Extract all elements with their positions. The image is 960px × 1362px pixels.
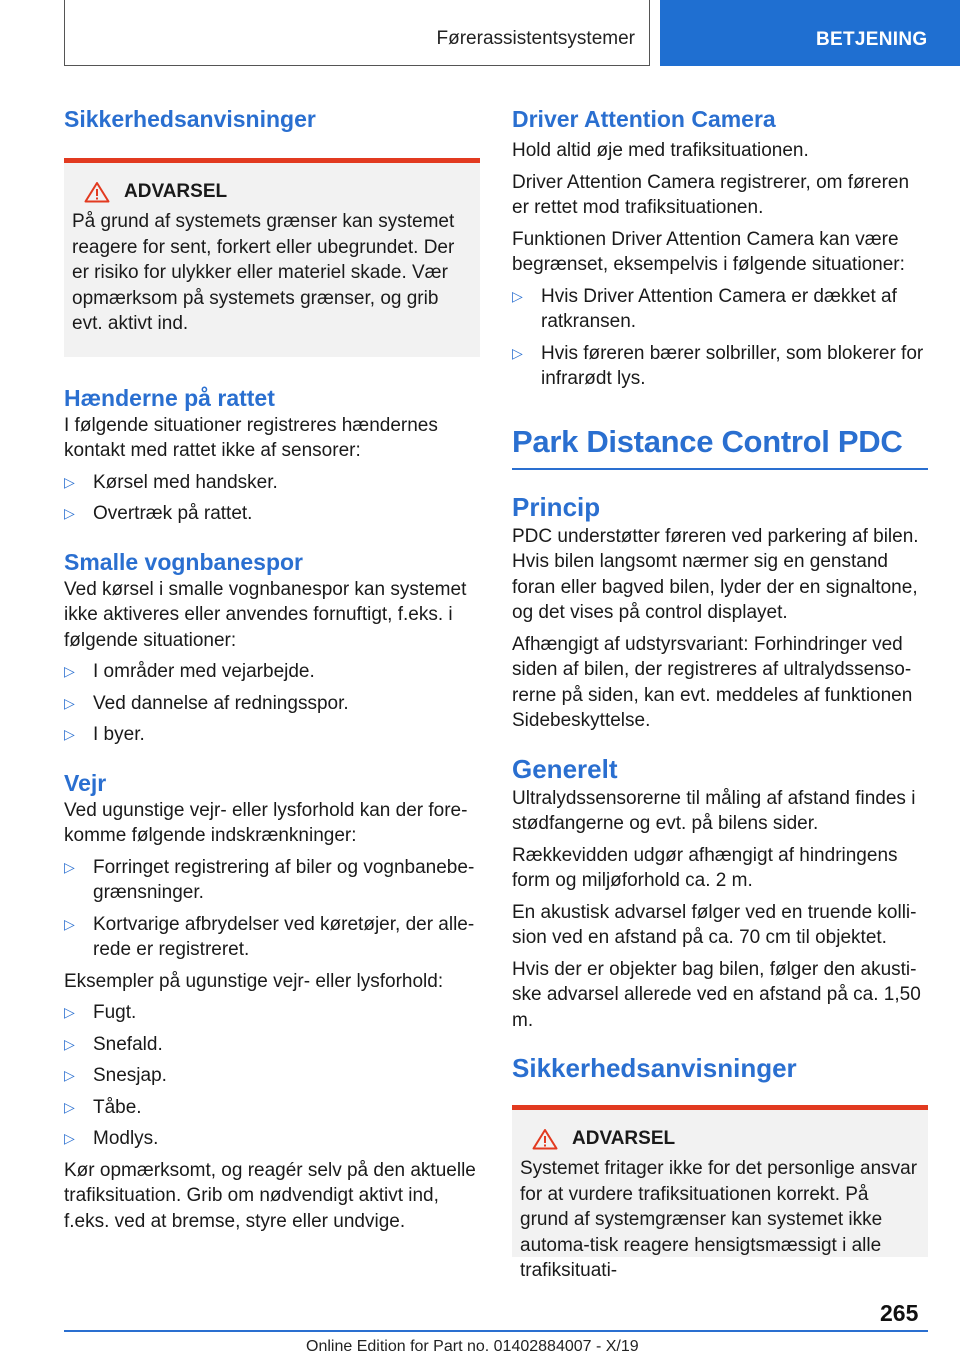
edition-text: Online Edition for Part no. 01402884007 - X/19 (306, 1338, 639, 1355)
triangle-bullet-icon: ▷ (64, 726, 75, 742)
lanes-text: Ved kørsel i smalle vognbanespor kan systemet ikke aktiveres eller anvendes fornuftigt, f.eks. i følgende situationer: (64, 578, 467, 651)
warning-box (64, 158, 480, 357)
pdc-heading: Park Distance Control PDC (512, 422, 928, 470)
hands-list (64, 470, 480, 527)
chapter-title: BETJENING (816, 29, 928, 50)
section-title: Førerassistentsystemer (436, 28, 635, 49)
triangle-bullet-icon: ▷ (64, 1067, 75, 1083)
right-column (512, 100, 928, 1281)
hands-heading: Hænderne på rattet (64, 384, 275, 411)
warning-triangle-icon (84, 181, 110, 203)
list-item: ▷ Hvis Driver Attention Camera er dækket af ratkransen. (512, 285, 897, 332)
list-item: ▷ Snesjap. (64, 1063, 480, 1089)
weather-text: Ved ugunstige vejr- eller lysforhold kan der fore-komme følgende indskrænkninger: (64, 799, 468, 846)
camera-heading: Driver Attention Camera (512, 106, 776, 132)
safety-heading: Sikkerhedsanvisninger (64, 106, 316, 132)
warning-label: ADVARSEL (124, 181, 228, 202)
weather-list (64, 855, 480, 963)
page-number: 265 (880, 1300, 919, 1326)
weather-heading: Vejr (64, 769, 107, 796)
camera-paragraph: Funktionen Driver Attention Camera kan være begrænset, eksempelvis i følgende situationer: (512, 228, 905, 275)
general-heading: Generelt (512, 753, 618, 784)
camera-list (512, 284, 928, 392)
principle-paragraph: Afhængigt af udstyrsvariant: Forhindringer ved siden af bilen, der registreres af ultralydssenso-rerne på siden, kan evt. meddeles af funktionen Sidebeskyttelse. (512, 633, 913, 731)
list-item: ▷ Tåbe. (64, 1095, 480, 1121)
list-item: ▷ Ved dannelse af redningsspor. (64, 691, 480, 717)
chapter-tab (660, 0, 960, 66)
list-item: ▷ Forringet registrering af biler og vognbanebe-grænsninger. (64, 856, 475, 903)
left-column (64, 100, 480, 1234)
list-item: ▷ I byer. (64, 722, 480, 748)
general-paragraph: Ultralydssensorerne til måling af afstand findes i stødfangerne og evt. på bilens sider. (512, 787, 916, 834)
lanes-heading: Smalle vognbanespor (64, 548, 304, 575)
triangle-bullet-icon: ▷ (64, 505, 75, 521)
list-item: ▷ Fugt. (64, 1000, 480, 1026)
camera-paragraph: Hold altid øje med trafiksituationen. (512, 140, 809, 161)
list-item: ▷ Modlys. (64, 1126, 480, 1152)
lanes-list (64, 659, 480, 748)
hands-text: I følgende situationer registreres hændernes kontakt med rattet ikke af sensorer: (64, 414, 438, 461)
warning-label: ADVARSEL (572, 1128, 676, 1149)
list-item: ▷ Overtræk på rattet. (64, 501, 480, 527)
page-header (0, 0, 960, 66)
triangle-bullet-icon: ▷ (64, 915, 75, 932)
triangle-bullet-icon: ▷ (64, 1004, 75, 1020)
list-item: ▷ Snefald. (64, 1032, 480, 1058)
safety-heading-2: Sikkerhedsanvisninger (512, 1053, 797, 1083)
list-item: ▷ Kortvarige afbrydelser ved køretøjer, der alle-rede er registreret. (64, 913, 475, 960)
triangle-bullet-icon: ▷ (64, 1098, 75, 1115)
warning-box-2 (512, 1105, 928, 1281)
triangle-bullet-icon: ▷ (64, 663, 75, 679)
footer-divider (64, 1330, 928, 1332)
general-paragraph: En akustisk advarsel følger ved en truende kolli-sion ved en afstand på ca. 70 cm til objektet. (512, 901, 917, 948)
principle-paragraph: PDC understøtter føreren ved parkering af bilen. Hvis bilen langsomt nærmer sig en genstand foran eller bagved bilen, lyder der en signaltone, og det vises på control displayet. (512, 525, 919, 623)
warning-text: Systemet fritager ikke for det personlige ansvar for at vurdere trafiksituationen korrekt. På grund af systemgrænser kan systemet ikke automa-tisk reagere hensigtsmæssigt i alle trafiksituati- (520, 1158, 918, 1281)
general-paragraph: Hvis der er objekter bag bilen, følger den akusti-ske advarsel allerede ved en afstand på ca. 1,50 m. (512, 958, 921, 1031)
camera-paragraph: Driver Attention Camera registrerer, om føreren er rettet mod trafiksituationen. (512, 171, 910, 218)
warning-header (520, 1128, 920, 1150)
general-paragraph: Rækkevidden udgør afhængigt af hindringens form og miljøforhold ca. 2 m. (512, 844, 898, 891)
triangle-bullet-icon: ▷ (64, 1035, 75, 1052)
examples-text: Eksempler på ugunstige vejr- eller lysforhold: (64, 970, 444, 992)
triangle-bullet-icon: ▷ (64, 1130, 75, 1146)
triangle-bullet-icon: ▷ (64, 694, 75, 711)
list-item: ▷ I områder med vejarbejde. (64, 659, 480, 685)
warning-triangle-icon (532, 1128, 558, 1150)
warning-text: På grund af systemets grænser kan systemet reagere for sent, forkert eller ubegrundet. Der er risiko for ulykker eller materiel skade. Vær opmærksom på systemets grænser, og grib evt. aktivt ind. (72, 211, 455, 334)
principle-heading: Princip (512, 491, 601, 522)
triangle-bullet-icon: ▷ (512, 344, 523, 361)
examples-list (64, 1000, 480, 1152)
triangle-bullet-icon: ▷ (512, 287, 523, 304)
list-item: ▷ Hvis føreren bærer solbriller, som blokerer for infrarødt lys. (512, 342, 924, 389)
closing-text: Kør opmærksomt, og reagér selv på den aktuelle trafiksituation. Grib om nødvendigt aktivt ind, f.eks. ved at bremse, styre eller undvige. (64, 1159, 476, 1232)
list-item: ▷ Kørsel med handsker. (64, 470, 480, 496)
triangle-bullet-icon: ▷ (64, 473, 75, 490)
warning-header (72, 181, 472, 203)
triangle-bullet-icon: ▷ (64, 858, 75, 875)
section-tab (64, 0, 650, 66)
